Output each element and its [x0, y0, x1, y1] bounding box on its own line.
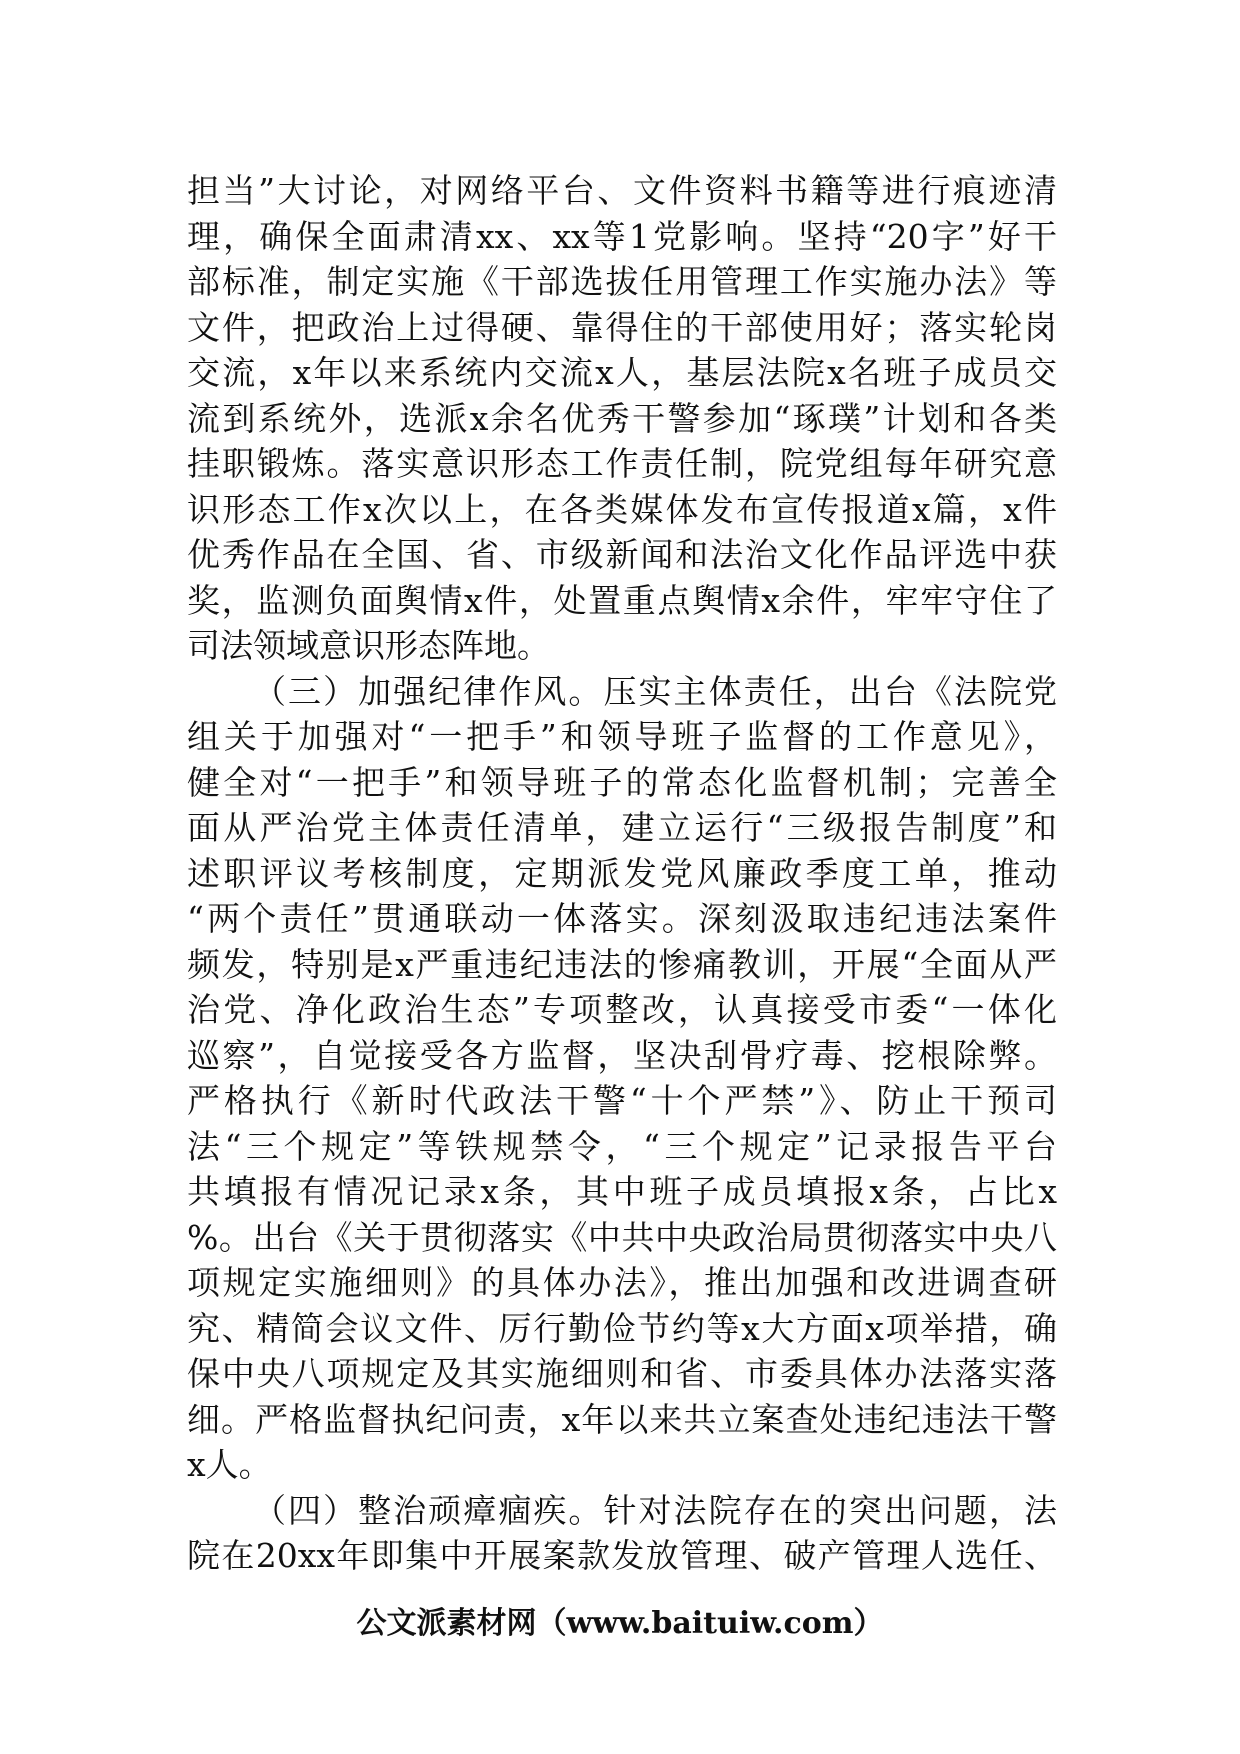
body-line: 巡察”，自觉接受各方监督，坚决刮骨疗毒、挖根除弊。: [187, 1035, 1057, 1075]
body-line: 部标准，制定实施《干部选拔任用管理工作实施办法》等: [187, 262, 1057, 301]
body-line: x人。: [187, 1445, 272, 1484]
body-line: 究、精简会议文件、厉行勤俭节约等x大方面x项举措，确: [187, 1308, 1057, 1348]
body-line: 法“三个规定”等铁规禁令，“三个规定”记录报告平台: [187, 1126, 1057, 1166]
body-line: 共填报有情况记录x条，其中班子成员填报x条，占比x: [187, 1172, 1057, 1211]
body-line: 述职评议考核制度，定期派发党风廉政季度工单，推动: [187, 853, 1057, 893]
body-line: 严格执行《新时代政法干警“十个严禁”》、防止干预司: [187, 1081, 1057, 1120]
body-line: %。出台《关于贯彻落实《中共中央政治局贯彻落实中央八: [187, 1217, 1057, 1257]
body-line: 奖，监测负面舆情x件，处置重点舆情x余件，牢牢守住了: [187, 580, 1057, 620]
page-footer-watermark: 公文派素材网（www.baituiw.com）: [356, 1606, 884, 1641]
body-line: 健全对“一把手”和领导班子的常态化监督机制；完善全: [187, 762, 1057, 802]
body-line: “两个责任”贯通联动一体落实。深刻汲取违纪违法案件: [187, 899, 1057, 938]
body-line: 项规定实施细则》的具体办法》，推出加强和改进调查研: [187, 1263, 1057, 1302]
body-line: 文件，把政治上过得硬、靠得住的干部使用好；落实轮岗: [187, 307, 1057, 347]
body-line: 院在20xx年即集中开展案款发放管理、破产管理人选任、: [187, 1536, 1057, 1575]
body-line: 理，确保全面肃清xx、xx等1党影响。坚持“20字”好干: [187, 216, 1057, 256]
body-line: 保中央八项规定及其实施细则和省、市委具体办法落实落: [187, 1354, 1057, 1393]
section-heading-line: （四）整治顽瘴痼疾。针对法院存在的突出问题，法: [253, 1490, 1057, 1530]
document-body: [187, 168, 1057, 1579]
section-heading-line: （三）加强纪律作风。压实主体责任，出台《法院党: [253, 671, 1057, 711]
body-line: 治党、净化政治生态”专项整改，认真接受市委“一体化: [187, 990, 1057, 1029]
body-line: 组关于加强对“一把手”和领导班子监督的工作意见》，: [187, 717, 1057, 756]
body-line: 识形态工作x次以上，在各类媒体发布宣传报道x篇，x件: [187, 489, 1057, 529]
body-line: 面从严治党主体责任清单，建立运行“三级报告制度”和: [187, 808, 1057, 847]
body-line: 细。严格监督执纪问责，x年以来共立案查处违纪违法干警: [187, 1399, 1057, 1439]
body-line: 频发，特别是x严重违纪违法的惨痛教训，开展“全面从严: [187, 944, 1057, 984]
body-line: 流到系统外，选派x余名优秀干警参加“琢璞”计划和各类: [187, 398, 1057, 438]
body-line: 挂职锻炼。落实意识形态工作责任制，院党组每年研究意: [187, 444, 1057, 483]
body-line: 担当”大讨论，对网络平台、文件资料书籍等进行痕迹清: [187, 171, 1057, 210]
body-line: 交流，x年以来系统内交流x人，基层法院x名班子成员交: [187, 353, 1057, 392]
body-line: 司法领域意识形态阵地。: [187, 626, 550, 665]
body-line: 优秀作品在全国、省、市级新闻和法治文化作品评选中获: [187, 535, 1057, 574]
